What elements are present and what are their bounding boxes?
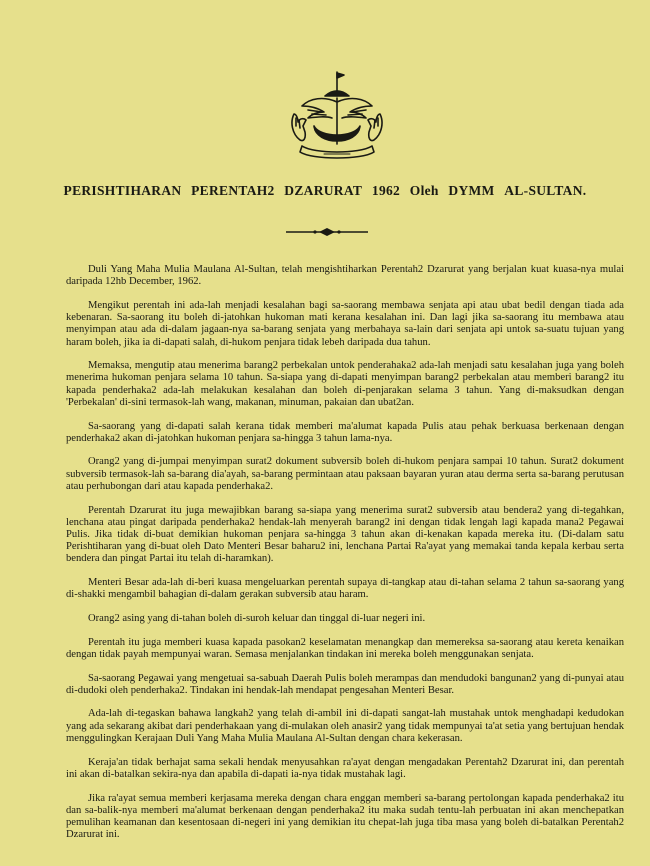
page-title: [0, 183, 650, 199]
title-word: DYMM: [448, 183, 495, 198]
title-word: DZARURAT: [284, 183, 363, 198]
paragraph: Keraja'an tidak berhajat sama sekali hendak menyusahkan ra'ayat dengan mengadakan Perentah2 Dzarurat ini, dan perentah ini akan di-batalkan sekira-nya dan apabila di-dapati ia-nya tidak mustahak lagi.: [66, 756, 624, 780]
paragraph: Sa-saorang yang di-dapati salah kerana tidak memberi ma'alumat kapada Pulis atau pehak berkuasa berkenaan dengan penderhaka2 akan di-jatohkan hukoman penjara sa-hingga 3 tahun lama-nya.: [66, 420, 624, 444]
brunei-royal-crest-icon: [284, 66, 390, 170]
paragraph: Perentah itu juga memberi kuasa kapada pasokan2 keselamatan menangkap dan memereksa sa-saorang atau kereta kenaikan dengan tidak payah mempunyai waran. Semasa menjalankan tindakan ini mereka boleh menggunakan senjata.: [66, 636, 624, 660]
title-word: 1962: [371, 183, 401, 198]
paragraph: Perentah Dzarurat itu juga mewajibkan barang sa-siapa yang menerima surat2 subversib atau bendera2 yang di-tegahkan, lenchana atau pingat daripada penderhaka2 hendak-lah menyerah barang2 ini dengan tidak lengah lagi kapada mana2 Pegawai Pulis. Jika tidak di-buat demikian hukoman penjara sa-hingga 3 tahun akan di-kenakan kapada mereka itu. (Di-dalam satu Perishtiharan yang di-buat oleh Dato Menteri Besar baharu2 ini, lenchana Partai Ra'ayat yang memakai tanda kepala kerbau serta bendera dan pingat Partai itu telah di-haramkan).: [66, 504, 624, 565]
paragraph: Duli Yang Maha Mulia Maulana Al-Sultan, telah mengishtiharkan Perentah2 Dzarurat yang berjalan kuat kuasa-nya mulai daripada 12hb December, 1962.: [66, 264, 624, 288]
paragraph: Orang2 yang di-jumpai menyimpan surat2 dokument subversib boleh di-hukom penjara sampai 10 tahun. Surat2 dokument subversib termasok-lah sa-barang dia'ayah, sa-barang permintaan atau paksaan bayaran yuran atau derma serta sa-barang perutusan atau perhubongan dari atau kapada penderhaka2.: [66, 456, 624, 492]
title-word: Oleh: [409, 183, 439, 198]
title-word: PERISHTIHARAN: [63, 183, 182, 198]
divider-ornament-icon: [286, 226, 368, 238]
paragraph: Mengikut perentah ini ada-lah menjadi kesalahan bagi sa-saorang membawa senjata api atau ubat bedil dengan tiada ada kebenaran. Sa-saorang itu boleh di-jatohkan hukoman mati kerana kesalahan ini. Dan lagi jika sa-saorang itu membawa atau menyimpan atau ada di-dalam jagaan-nya sa-barang senjata yang merbahaya sa-lain dari senjata api untok sa-suatu tujuan yang haram boleh, jika ia di-dapati salah, di-hukom penjara tidak lebeh daripada dua tahun.: [66, 299, 624, 348]
title-word: AL-SULTAN.: [504, 183, 587, 198]
paragraph: Menteri Besar ada-lah di-beri kuasa mengeluarkan perentah supaya di-tangkap atau di-tahan selama 2 tahun sa-saorang yang di-shakki mengambil bahagian di-dalam gerakan subversib atau haram.: [66, 577, 624, 601]
proclamation-body: [66, 264, 624, 841]
paragraph: Memaksa, mengutip atau menerima barang2 perbekalan untok penderahaka2 ada-lah menjadi satu kesalahan juga yang boleh menerima hukoman penjara selama 10 tahun. Sa-siapa yang di-dapati menyimpan barang2 perbekalan atau memberi barang2 itu kapada penderhaka2 ada-lah melakukan kesalahan dan boleh di-penjarakan selama 3 tahun. Yang di-maksudkan dengan 'Perbekalan' di-sini termasok-lah wang, makanan, minuman, pakaian dan ubat2an.: [66, 360, 624, 408]
paragraph: Jika ra'ayat semua memberi kerjasama mereka dengan chara enggan memberi sa-barang pertolongan kapada penderhaka2 itu dan sa-balik-nya memberi ma'alumat berkenaan dengan penderhaka2 itu maka sudah tentu-lah perbuatan ini akan menchepatkan pemulihan keamanan dan kesentosaan di-negeri ini yang demikian itu chepat-lah juga tiba masa yang boleh di-batalkan Perentah2 Dzarurat ini.: [66, 792, 624, 841]
paragraph: Ada-lah di-tegaskan bahawa langkah2 yang telah di-ambil ini di-dapati sangat-lah mustahak untok menghadapi kedudokan yang ada sekarang akibat dari penderhakaan yang di-mulakan oleh anasir2 yang tidak mempunyai ta'at setia yang bertujuan hendak menggulingkan Kerajaan Duli Yang Maha Mulia Maulana Al-Sultan dengan chara kekerasan.: [66, 708, 624, 744]
title-word: PERENTAH2: [191, 183, 275, 198]
paragraph: Sa-saorang Pegawai yang mengetuai sa-sabuah Daerah Pulis boleh merampas dan mendudoki bangunan2 yang di-punyai atau di-dudoki oleh penderhaka2. Tindakan ini hendak-lah mendapat pengesahan Menteri Besar.: [66, 672, 624, 696]
paragraph: Orang2 asing yang di-tahan boleh di-suroh keluar dan tinggal di-luar negeri ini.: [88, 612, 426, 624]
